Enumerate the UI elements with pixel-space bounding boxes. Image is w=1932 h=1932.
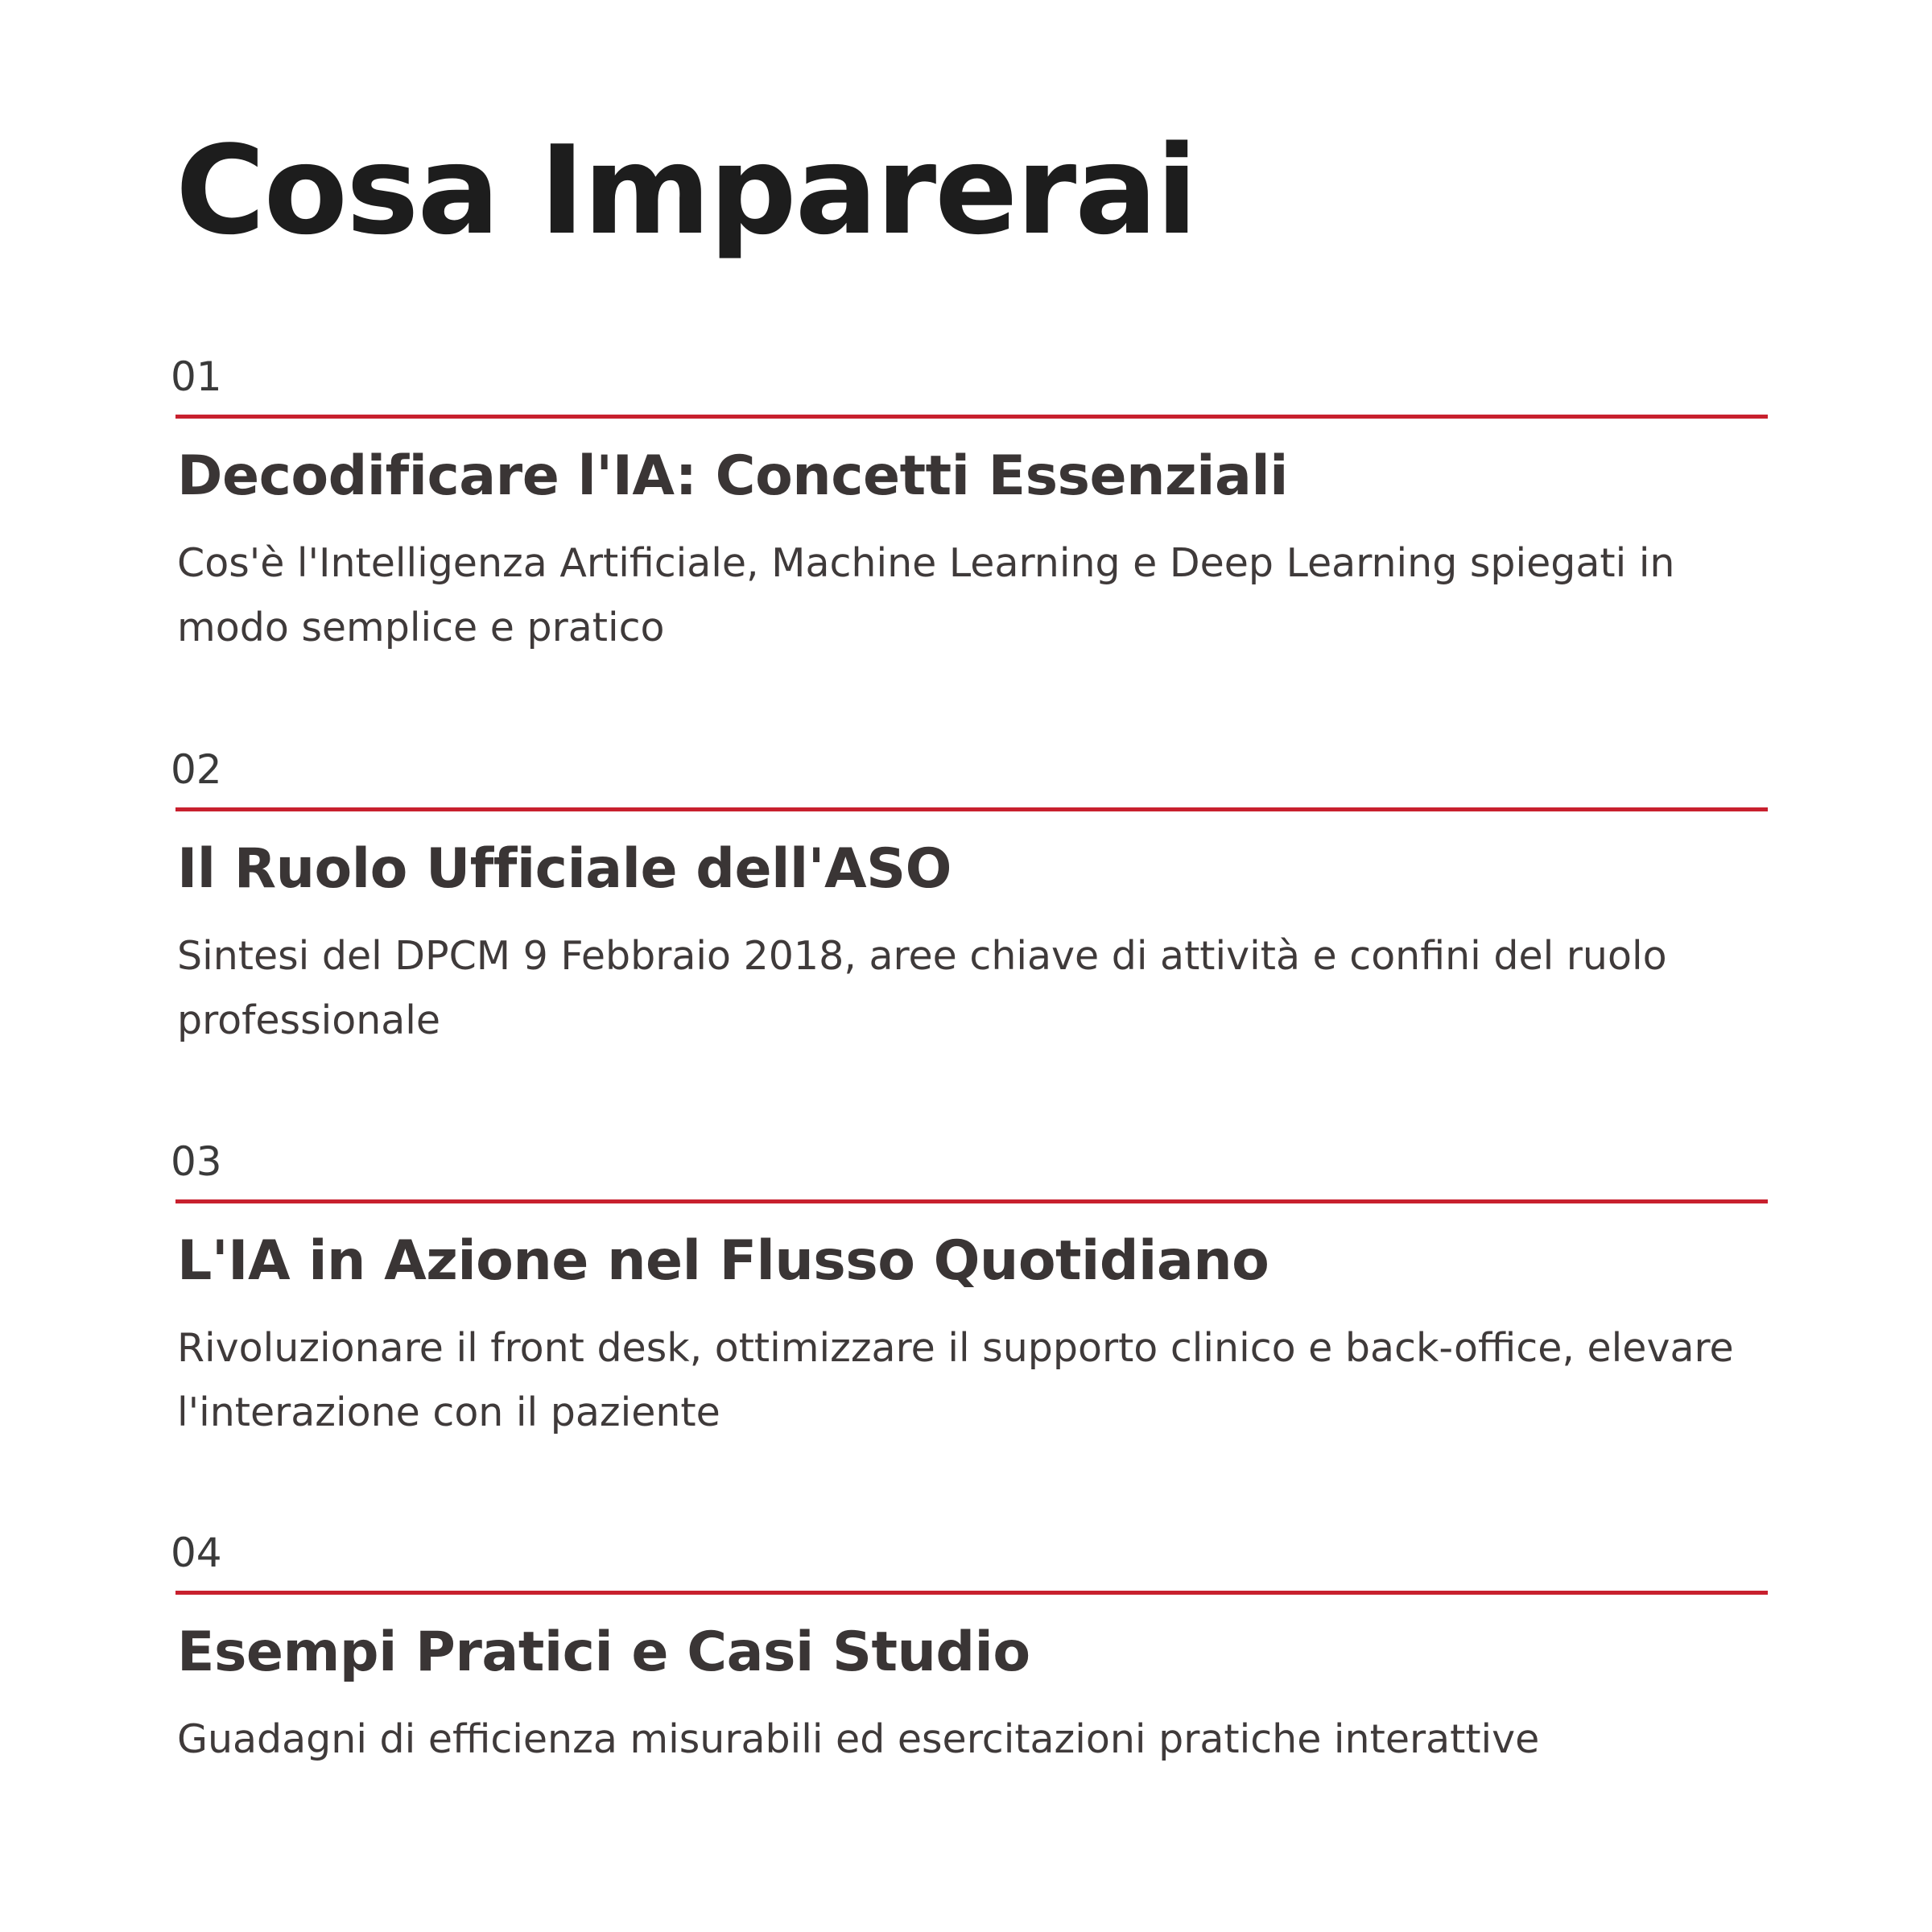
page-title: Cosa Imparerai (175, 119, 1196, 262)
section-01 (0, 353, 1932, 731)
section-description: Sintesi del DPCM 9 Febbraio 2018, aree chiave di attività e confini del ruolo professionale (177, 933, 1667, 1043)
section-divider (175, 807, 1768, 811)
section-divider (175, 415, 1768, 419)
section-description: Cos'è l'Intelligenza Artificiale, Machine Learning e Deep Learning spiegati in modo semplice e pratico (177, 540, 1675, 650)
section-number: 02 (171, 746, 222, 793)
section-description: Rivoluzionare il front desk, ottimizzare il supporto clinico e back-office, elevare l'interazione con il paziente (177, 1325, 1734, 1435)
section-heading: L'IA in Azione nel Flusso Quotidiano (177, 1229, 1269, 1293)
section-heading: Esempi Pratici e Casi Studio (177, 1620, 1030, 1684)
section-02 (0, 745, 1932, 1124)
section-number: 04 (171, 1530, 222, 1576)
section-divider (175, 1591, 1768, 1595)
section-number: 01 (171, 353, 222, 400)
section-description: Guadagni di efficienza misurabili ed esercitazioni pratiche interattive (177, 1716, 1540, 1762)
section-heading: Il Ruolo Ufficiale dell'ASO (177, 837, 952, 901)
section-divider (175, 1199, 1768, 1203)
section-03 (0, 1137, 1932, 1516)
section-number: 03 (171, 1138, 222, 1185)
section-heading: Decodificare l'IA: Concetti Essenziali (177, 444, 1288, 508)
section-04 (0, 1529, 1932, 1907)
